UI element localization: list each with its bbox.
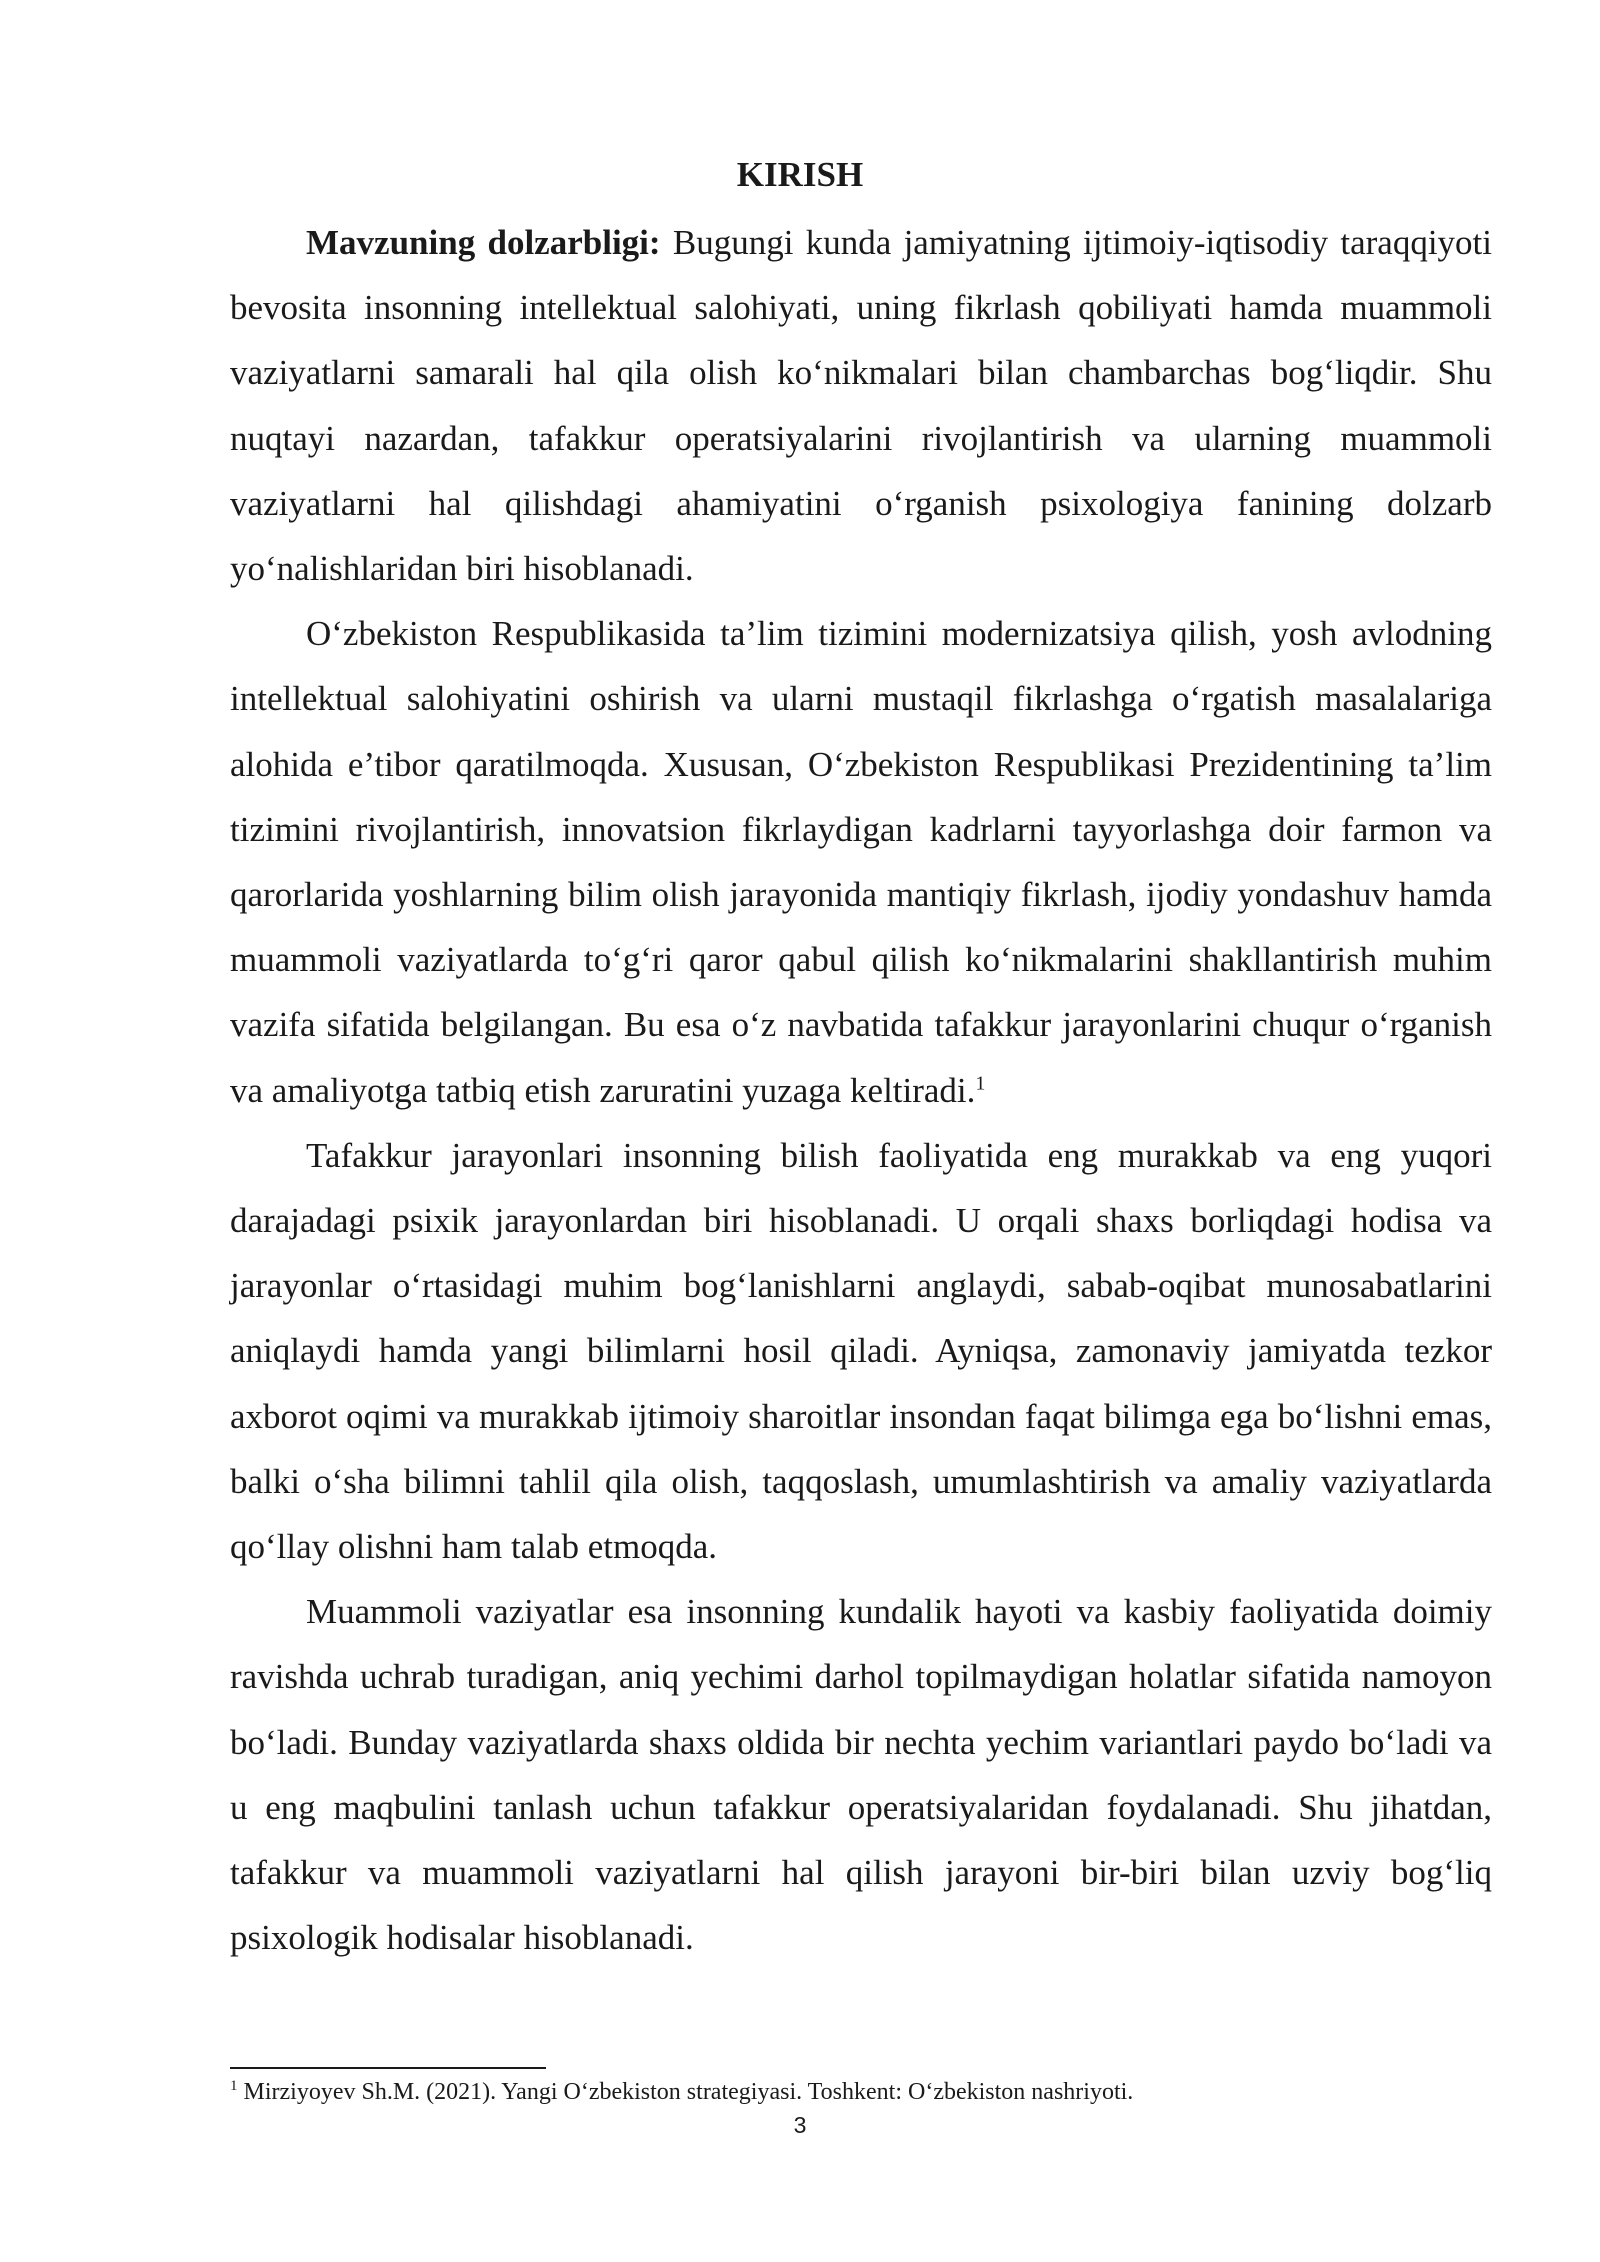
paragraph-text: Muammoli vaziyatlar esa insonning kundalik hayoti va kasbiy faoliyatida doimiy ravishda uchrab turadigan, aniq yechimi darhol topilmaydigan holatlar sifatida namoyon bo‘ladi. Bunday vaziyatlarda shaxs oldida bir nechta yechim variantlari paydo bo‘ladi va u eng maqbulini tanlash uchun tafakkur operatsiyalaridan foydalanadi. Shu jihatdan, tafakkur va muammoli vaziyatlarni hal qilish jarayoni bir-biri bilan uzviy bog‘liq psixologik hodisalar hisoblanadi. — [230, 1592, 1492, 1958]
paragraph-relevance — [230, 210, 1492, 601]
footnote-reference[interactable]: 1 — [975, 1071, 986, 1094]
paragraph-education-reform — [230, 601, 1492, 1123]
section-title: KIRISH — [736, 155, 864, 194]
footnote-number: 1 — [230, 2078, 238, 2094]
page-number: 3 — [793, 2112, 807, 2138]
footnote-separator — [230, 2067, 546, 2069]
footnote-text: Mirziyoyev Sh.M. (2021). Yangi O‘zbekiston strategiyasi. Toshkent: O‘zbekiston nashriyoti. — [237, 2079, 1134, 2105]
footnote — [230, 2076, 1492, 2108]
paragraph-text: O‘zbekiston Respublikasida ta’lim tizimini modernizatsiya qilish, yosh avlodning intellektual salohiyatini oshirish va ularni mustaqil fikrlashga o‘rgatish masalalariga alohida e’tibor qaratilmoqda. Xususan, O‘zbekiston Respublikasi Prezidentining ta’lim tizimini rivojlantirish, innovatsion fikrlaydigan kadrlarni tayyorlashga doir farmon va qarorlarida yoshlarning bilim olish jarayonida mantiqiy fikrlash, ijodiy yondashuv hamda muammoli vaziyatlarda to‘g‘ri qaror qabul qilish ko‘nikmalarini shakllantirish muhim vazifa sifatida belgilangan. Bu esa o‘z navbatida tafakkur jarayonlarini chuqur o‘rganish va amaliyotga tatbiq etish zaruratini yuzaga keltiradi. — [230, 614, 1492, 1110]
paragraph-thinking-processes — [230, 1123, 1492, 1579]
paragraph-text: Bugungi kunda jamiyatning ijtimoiy-iqtisodiy taraqqiyoti bevosita insonning intellektual salohiyati, uning fikrlash qobiliyati hamda muammoli vaziyatlarni samarali hal qila olish ko‘nikmalari bilan chambarchas bog‘liqdir. Shu nuqtayi nazardan, tafakkur operatsiyalarini rivojlantirish va ularning muammoli vaziyatlarni hal qilishdagi ahamiyatini o‘rganish psixologiya fanining dolzarb yo‘nalishlaridan biri hisoblanadi. — [230, 223, 1492, 589]
paragraph-lead: Mavzuning dolzarbligi: — [306, 223, 661, 262]
body-text — [230, 210, 1492, 1970]
paragraph-problem-situations — [230, 1579, 1492, 1970]
paragraph-text: Tafakkur jarayonlari insonning bilish faoliyatida eng murakkab va eng yuqori darajadagi psixik jarayonlardan biri hisoblanadi. U orqali shaxs borliqdagi hodisa va jarayonlar o‘rtasidagi muhim bog‘lanishlarni anglaydi, sabab-oqibat munosabatlarini aniqlaydi hamda yangi bilimlarni hosil qiladi. Ayniqsa, zamonaviy jamiyatda tezkor axborot oqimi va murakkab ijtimoiy sharoitlar insondan faqat bilimga ega bo‘lishni emas, balki o‘sha bilimni tahlil qila olish, taqqoslash, umumlashtirish va amaliy vaziyatlarda qo‘llay olishni ham talab etmoqda. — [230, 1135, 1492, 1567]
